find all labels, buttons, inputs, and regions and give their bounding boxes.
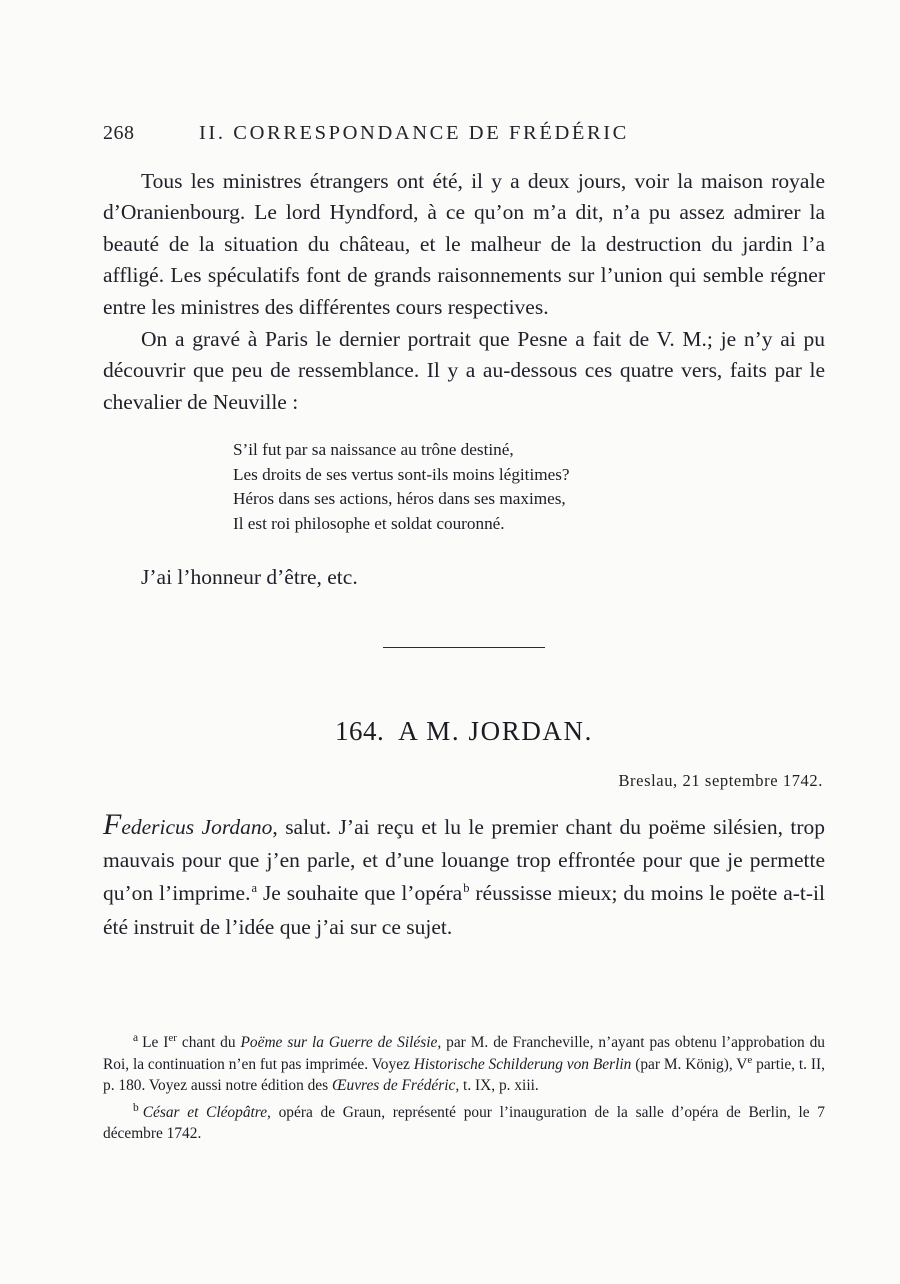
letter-heading	[103, 716, 825, 747]
letter-number: 164.	[335, 715, 385, 746]
letter-dateline: Breslau, 21 septembre 1742.	[618, 770, 823, 790]
footnote-b	[103, 1102, 825, 1145]
footnote-a-text: Le Ier chant du Poëme sur la Guerre de Silésie, par M. de Francheville, n’ayant pas obtenu l’approbation du Roi, la continuation n’en fut pas imprimée. Voyez Historische Schilderung von Berlin (par M. König), Ve partie, t. II, p. 180. Voyez aussi notre édition des Œuvres de Frédéric, t. IX, p. xiii.	[103, 1031, 826, 1095]
footnote-marker-a: a	[133, 1031, 139, 1044]
verse-line: S’il fut par sa naissance au trône destiné,	[233, 440, 514, 460]
running-head	[103, 122, 825, 145]
paragraph-2: On a gravé à Paris le dernier portrait que Pesne a fait de V. M.; je n’y ai pu découvrir que peu de ressemblance. Il y a au-dessous ces quatre vers, faits par le chevalier de Neuville :	[103, 327, 825, 414]
verse-line: Il est roi philosophe et soldat couronné.	[233, 514, 505, 534]
section-divider	[103, 647, 825, 648]
verse-line: Héros dans ses actions, héros dans ses maximes,	[233, 489, 566, 509]
letter-recipient: A M. JORDAN.	[398, 715, 593, 746]
letter-body-part-1: , salut. J’ai reçu et lu le premier chant du poëme silésien, trop mauvais pour que j’en parle, et d’une louange trop effrontée pour que je permette qu’on l’imprime.	[103, 814, 825, 906]
verse-line: Les droits de ses vertus sont-ils moins légitimes?	[233, 464, 570, 484]
incipit-text: edericus Jordano	[121, 814, 273, 839]
footnote-ref-b[interactable]: b	[463, 881, 470, 896]
page-content	[103, 122, 825, 966]
letter-body-part-3: réussisse mieux; du moins le poëte a-t-il été instruit de l’idée que j’ai sur ce sujet.	[103, 881, 826, 939]
verse-block	[233, 438, 825, 536]
footnotes-section	[103, 1032, 825, 1145]
footnote-a	[103, 1032, 825, 1097]
footnote-ref-a[interactable]: a	[251, 881, 258, 896]
divider-rule	[383, 647, 545, 648]
footnote-marker-b: b	[133, 1101, 139, 1114]
closing-formula: J’ai l’honneur d’être, etc.	[141, 564, 358, 589]
paragraph-1: Tous les ministres étrangers ont été, il y a deux jours, voir la maison royale d’Oranienbourg. Le lord Hyndford, à ce qu’on m’a dit, n’a pu assez admirer la beauté de la situation du château, et le malheur de la destruction du jardin l’a affligé. Les spéculatifs font de grands raisonnements sur l’union qui semble régner entre les ministres des différentes cours respectives.	[103, 169, 825, 319]
footnote-b-text: César et Cléopâtre, opéra de Graun, représenté pour l’inauguration de la salle d’opéra de Berlin, le 7 décembre 1742.	[103, 1103, 825, 1143]
incipit-capital: F	[103, 807, 122, 841]
letter-opening-paragraph	[103, 807, 826, 945]
letter-body-part-2: Je souhaite que l’opéra	[257, 881, 463, 906]
running-title: II. CORRESPONDANCE DE FRÉDÉRIC	[199, 122, 629, 144]
page-folio-number: 268	[103, 122, 135, 144]
